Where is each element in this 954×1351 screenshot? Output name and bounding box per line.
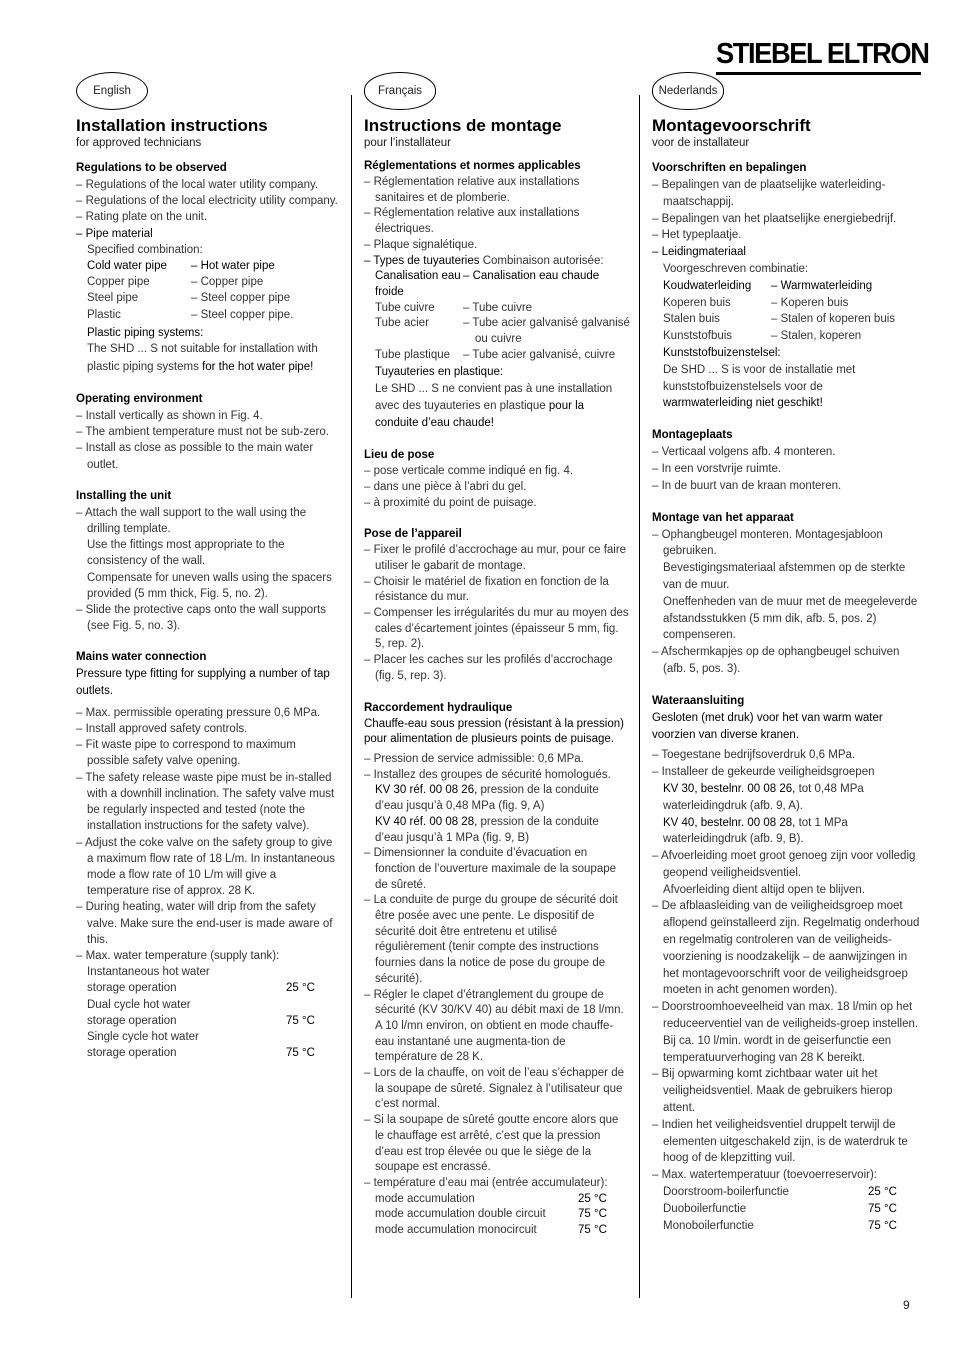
cell: Tube acier: [375, 317, 429, 330]
list: [364, 543, 630, 684]
label: Doorstroom-boilerfunctie: [663, 1186, 789, 1199]
pipe-table-row: [652, 311, 920, 328]
list-item: – Rating plate on the unit.: [76, 209, 338, 225]
list-item: – pose verticale comme indiqué en fig. 4.: [364, 464, 630, 480]
text: Plastic piping systems:: [87, 326, 204, 339]
text: Compensate for uneven walls using the spacers provided (5 mm thick, Fig. 5, no. 2).: [87, 571, 332, 600]
pipe-table-row: [652, 295, 920, 312]
list-item: – Lors de la chauffe, on voit de l’eau s’échapper de la soupape de sûreté. Signalez à l’utilisateur que c’est normal.: [364, 1066, 630, 1113]
value: 75 °C: [578, 1224, 607, 1237]
heading: Installing the unit: [76, 489, 172, 502]
heading: Lieu de pose: [364, 449, 435, 462]
text: Combinaison autorisée:: [482, 254, 604, 267]
list-item: – Max. watertemperatuur (toevoerreservoir):: [652, 1167, 920, 1184]
list-item: – The ambient temperature must not be sub-zero.: [76, 424, 338, 440]
list: [652, 1066, 920, 1184]
text: Use the fittings most appropriate to the consistency of the wall.: [87, 539, 285, 568]
text: KV 40 réf. 00 08 28,: [375, 815, 478, 828]
text: for the hot water pipe!: [202, 360, 314, 373]
list-item: – Si la soupape de sûreté goutte encore alors que le chauffage est arrêté, c’est que la pression d’eau est trop élevée ou que le siège de la soupape est encrassé.: [364, 1113, 630, 1176]
section-title: Montagevoorschrift: [652, 116, 811, 135]
list-item: – Install vertically as shown in Fig. 4.: [76, 408, 338, 424]
temp-row: [364, 1207, 630, 1223]
heading: Wateraansluiting: [652, 694, 745, 707]
heading: Voorschriften en bepalingen: [652, 162, 807, 174]
list-item: – Réglementation relative aux installations électriques.: [364, 206, 630, 237]
cell: – Copper pipe: [191, 274, 338, 290]
list-item: – Bepalingen van de plaatselijke waterleiding-maatschappij.: [652, 177, 920, 211]
value: 25 °C: [286, 982, 315, 995]
heading: Montage van het apparaat: [652, 511, 794, 524]
cell: – Tube acier galvanisé galvanisé ou cuivre: [463, 316, 630, 347]
list-item: – Bepalingen van het plaatselijke energiebedrijf.: [652, 211, 920, 228]
pipe-table-row: [364, 316, 630, 347]
value: 75 °C: [868, 1219, 897, 1232]
temp-row: [76, 1045, 338, 1061]
text: [364, 381, 630, 432]
column-french: [364, 72, 630, 1239]
list: [364, 752, 630, 783]
list-item: – Bij opwarming komt zichtbaar water uit het veiligheidsventiel. Maak de gebruikers hierop attent.: [652, 1066, 920, 1116]
list-item: [364, 254, 630, 270]
label: storage operation: [87, 982, 177, 995]
list: [364, 175, 630, 269]
language-badge: Nederlands: [652, 72, 724, 110]
section-subtitle: for approved technicians: [76, 137, 202, 149]
column-divider: [351, 95, 352, 1298]
brand-logo: STIEBEL ELTRON: [716, 38, 929, 70]
text: Oneffenheden van de muur met de meegeleverde afstandsstukken (5 mm dik, afb. 5, pos. 2) compenseren.: [663, 595, 918, 642]
text: Gesloten (met druk) voor het van warm water voorzien van diverse kranen.: [652, 711, 883, 741]
section-title: Instructions de montage: [364, 116, 562, 135]
cell: – Stalen, koperen: [771, 328, 920, 345]
temp-row: [364, 1192, 630, 1208]
list: [364, 464, 630, 511]
text: Kunststofbuizenstelsel:: [663, 346, 781, 359]
temp-row: [652, 1201, 920, 1218]
list-item: – Slide the protective caps onto the wall supports (see Fig. 5, no. 3).: [76, 602, 338, 634]
pipe-table-header: [364, 269, 630, 300]
text: Specified combination:: [87, 243, 203, 256]
value: 75 °C: [868, 1202, 897, 1215]
cell: Koudwaterleiding: [663, 279, 752, 292]
list-item: – Install approved safety controls.: [76, 721, 338, 737]
text: pression de la conduite d’eau jusqu’à 1 MPa (fig. 9, B): [375, 815, 599, 844]
list: [76, 602, 338, 634]
temp-row: [652, 1218, 920, 1235]
list-item: – Attach the wall support to the wall using the drilling template.: [76, 505, 338, 537]
pipe-table-row: [652, 328, 920, 345]
text: warmwaterleiding niet geschikt!: [663, 397, 823, 410]
pipe-table-row: [364, 348, 630, 364]
heading: Regulations to be observed: [76, 162, 227, 174]
list-item: – Indien het veiligheidsventiel druppelt terwijl de elementen uitgeschakeld zijn, is de waterdruk te hoog of de klepzitting vuil.: [652, 1117, 920, 1167]
heading: Montageplaats: [652, 429, 733, 442]
cell: Canalisation eau froide: [375, 270, 461, 298]
list-item: – Compenser les irrégularités du mur au moyen des cales d’écartement jointes (épaisseur 5 mm, fig. 5, rep. 2).: [364, 606, 630, 653]
list: [364, 846, 630, 1191]
cell: – Steel copper pipe.: [191, 307, 338, 323]
text: Pressure type fitting for supplying a number of tap outlets.: [76, 668, 330, 697]
cell: Copper pipe: [87, 276, 150, 289]
text: [76, 341, 338, 376]
list: [652, 527, 920, 561]
text: tot 0,48 MPa waterleidingdruk (afb. 9, A).: [663, 782, 864, 812]
section-subtitle: pour l’installateur: [364, 137, 451, 149]
list-item: – The safety release waste pipe must be in-stalled with a downhill inclination. The safety valve must be regularly inspected and tested (note the installation instructions for the safety valve).: [76, 770, 338, 835]
text: [364, 783, 630, 814]
text: Afvoerleiding dient altijd open te blijven.: [663, 883, 866, 896]
text: Single cycle hot water: [87, 1030, 199, 1043]
list-item: – Dimensionner la conduite d’évacuation en fonction de l’ouverture maximale de la soupape de sûreté.: [364, 846, 630, 893]
list-item: – Het typeplaatje.: [652, 227, 920, 244]
text: pour la conduite d’eau chaude!: [375, 400, 585, 430]
list-item: – Regulations of the local water utility company.: [76, 177, 338, 193]
cell: – Tube cuivre: [463, 301, 630, 317]
list-item: – Regulations of the local electricity utility company.: [76, 193, 338, 209]
heading: Réglementations et normes applicables: [364, 160, 581, 172]
section-title: Installation instructions: [76, 116, 268, 135]
text: Dual cycle hot water: [87, 998, 191, 1011]
list-item: – Fit waste pipe to correspond to maximum possible safety valve opening.: [76, 737, 338, 769]
value: 75 °C: [286, 1014, 315, 1027]
cell: Stalen buis: [663, 313, 720, 326]
list-item: – Choisir le matériel de fixation en fonction de la résistance du mur.: [364, 575, 630, 606]
text: KV 30 réf. 00 08 26,: [375, 784, 478, 797]
list-item: – Régler le clapet d’étranglement du groupe de sécurité (KV 30/KV 40) au débit maxi de 18 l/mn. A 10 l/mn environ, on obtient en mode chauffe-eau instantané une augmenta-tion de température de 28 K.: [364, 988, 630, 1067]
cell: Tube plastique: [375, 348, 451, 361]
cell: Cold water pipe: [87, 260, 167, 273]
text: [364, 815, 630, 846]
list-item: – Installeer de gekeurde veiligheidsgroepen: [652, 764, 920, 781]
list-item: – Afvoerleiding moet groot genoeg zijn voor volledig geopend veiligheidsventiel.: [652, 848, 920, 882]
temp-row: [76, 1013, 338, 1029]
list-item: – dans une pièce à l’abri du gel.: [364, 480, 630, 496]
list: [76, 505, 338, 537]
list-item: – Fixer le profilé d’accrochage au mur, pour ce faire utiliser le gabarit de montage.: [364, 543, 630, 574]
cell: – Stalen of koperen buis: [771, 311, 920, 328]
list-item: – à proximité du point de puisage.: [364, 496, 630, 512]
list-item: – Installez des groupes de sécurité homologués.: [364, 768, 630, 784]
text: KV 40, bestelnr. 00 08 28,: [663, 816, 796, 829]
pipe-table-row: [76, 274, 338, 290]
pipe-table-row: [76, 307, 338, 323]
list: [652, 848, 920, 882]
list-item: – Doorstroomhoeveelheid van max. 18 l/min op het reduceerventiel van de veiligheids-groep instellen.: [652, 999, 920, 1033]
label: mode accumulation: [375, 1192, 475, 1205]
cell: – Tube acier galvanisé, cuivre: [463, 348, 630, 364]
value: 25 °C: [578, 1192, 607, 1205]
list-item: – In een vorstvrije ruimte.: [652, 461, 920, 478]
text: Le SHD ... S ne convient pas à une installation avec des tuyauteries en plastique: [375, 383, 613, 413]
pipe-table-row: [76, 290, 338, 306]
temp-row: [76, 980, 338, 996]
list-item: – Placer les caches sur les profilés d’accrochage (fig. 5, rep. 3).: [364, 653, 630, 684]
label: Duoboilerfunctie: [663, 1202, 747, 1215]
text: KV 30, bestelnr. 00 08 26,: [663, 782, 796, 795]
pipe-table-header: [652, 278, 920, 295]
label: mode accumulation monocircuit: [375, 1224, 537, 1237]
label: Monoboilerfunctie: [663, 1219, 754, 1232]
heading: Operating environment: [76, 393, 203, 406]
column-english: [76, 72, 338, 1061]
list-item: – Toegestane bedrijfsoverdruk 0,6 MPa.: [652, 747, 920, 764]
text: The SHD ... S not suitable for installation with plastic piping systems: [87, 343, 318, 373]
value: 75 °C: [578, 1208, 607, 1221]
heading: Mains water connection: [76, 651, 207, 664]
list-item: – température d’eau mai (entrée accumulateur):: [364, 1176, 630, 1192]
heading: Raccordement hydraulique: [364, 701, 513, 714]
text: Chauffe-eau sous pression (résistant à la pression) pour alimentation de plusieurs points de puisage.: [364, 717, 624, 746]
text: Tuyauteries en plastique:: [375, 366, 504, 379]
value: 25 °C: [868, 1186, 897, 1199]
text: Instantaneous hot water: [87, 966, 210, 979]
pipe-table-row: [364, 301, 630, 317]
list-item: – Plaque signalétique.: [364, 238, 630, 254]
column-divider: [639, 95, 640, 1298]
list-item: – Réglementation relative aux installations sanitaires et de plomberie.: [364, 175, 630, 206]
list: [652, 444, 920, 494]
list: [652, 177, 920, 261]
list-item: – Afschermkapjes op de ophangbeugel schuiven (afb. 5, pos. 3).: [652, 644, 920, 678]
page-number: 9: [903, 1298, 910, 1312]
list: [76, 177, 338, 242]
language-badge: English: [76, 72, 148, 110]
pipe-table-header: [76, 258, 338, 274]
value: 75 °C: [286, 1047, 315, 1060]
list: [76, 705, 338, 964]
cell: – Koperen buis: [771, 295, 920, 312]
label: storage operation: [87, 1047, 177, 1060]
text: Bij ca. 10 l/min. wordt in de geiserfunctie een temperatuurverhoging van 28 K bereikt.: [663, 1034, 892, 1064]
text: [652, 781, 920, 815]
cell: Tube cuivre: [375, 301, 435, 314]
text: De SHD ... S is voor de installatie met kunststofbuizenstelsels voor de: [663, 363, 856, 393]
cell: – Steel copper pipe: [191, 290, 338, 306]
list: [652, 898, 920, 1032]
list-item: – Verticaal volgens afb. 4 monteren.: [652, 444, 920, 461]
list-item: – Pipe material: [76, 226, 338, 242]
list-item: – Max. permissible operating pressure 0,6 MPa.: [76, 705, 338, 721]
cell: – Hot water pipe: [191, 258, 338, 274]
cell: Steel pipe: [87, 292, 139, 305]
text: Voorgeschreven combinatie:: [663, 262, 809, 275]
list-item: – De afblaasleiding van de veiligheidsgroep moet aflopend geïnstalleerd zijn. Regelmatig onderhoud en regelmatig controleren van de veiligheids-voorziening is noodzakelijk – de aanwijzingen in het montagevoorschrift voor de veiligheidsgroep moeten in acht genomen worden).: [652, 898, 920, 999]
label: storage operation: [87, 1014, 177, 1027]
list-item: – Ophangbeugel monteren. Montagesjabloon gebruiken.: [652, 527, 920, 561]
cell: Koperen buis: [663, 296, 731, 309]
list-item: – During heating, water will drip from the safety valve. Make sure the end-user is made aware of this.: [76, 899, 338, 948]
cell: Plastic: [87, 308, 121, 321]
list: [652, 747, 920, 781]
list-item: – Leidingmateriaal: [652, 244, 920, 261]
list-item: – Adjust the coke valve on the safety group to give a maximum flow rate of 18 L/m. In instantaneous mode a flow rate of 10 L/m will give a temperature rise of approx. 28 K.: [76, 835, 338, 900]
text: Bevestigingsmateriaal afstemmen op de sterkte van de muur.: [663, 562, 906, 591]
list: [652, 644, 920, 678]
text: [652, 815, 920, 849]
list-item: – Pression de service admissible: 0,6 MPa.: [364, 752, 630, 768]
text: pression de la conduite d’eau jusqu’à 0,48 MPa (fig. 9, A): [375, 784, 599, 813]
label: mode accumulation double circuit: [375, 1208, 546, 1221]
temp-row: [364, 1223, 630, 1239]
cell: Kunststofbuis: [663, 330, 733, 343]
cell: – Warmwaterleiding: [771, 278, 920, 295]
list-item: – Max. water temperature (supply tank):: [76, 948, 338, 964]
heading: Pose de l’appareil: [364, 528, 462, 541]
list: [76, 408, 338, 473]
language-badge: Français: [364, 72, 436, 110]
list-item: – In de buurt van de kraan monteren.: [652, 478, 920, 495]
temp-row: [652, 1184, 920, 1201]
cell: – Canalisation eau chaude: [463, 269, 630, 300]
text: Types de tuyauteries: [373, 254, 480, 267]
text: tot 1 MPa waterleidingdruk (afb. 9, B).: [663, 816, 848, 846]
column-dutch: [652, 72, 920, 1234]
section-subtitle: voor de installateur: [652, 137, 750, 149]
list-item: – Install as close as possible to the main water outlet.: [76, 440, 338, 472]
list-item: – La conduite de purge du groupe de sécurité doit être posée avec une pente. Le dispositif de sécurité doit être entretenu et utilisé régulièrement (tenir compte des instructions fournies dans la notice de pose du groupe de sécurité).: [364, 893, 630, 987]
